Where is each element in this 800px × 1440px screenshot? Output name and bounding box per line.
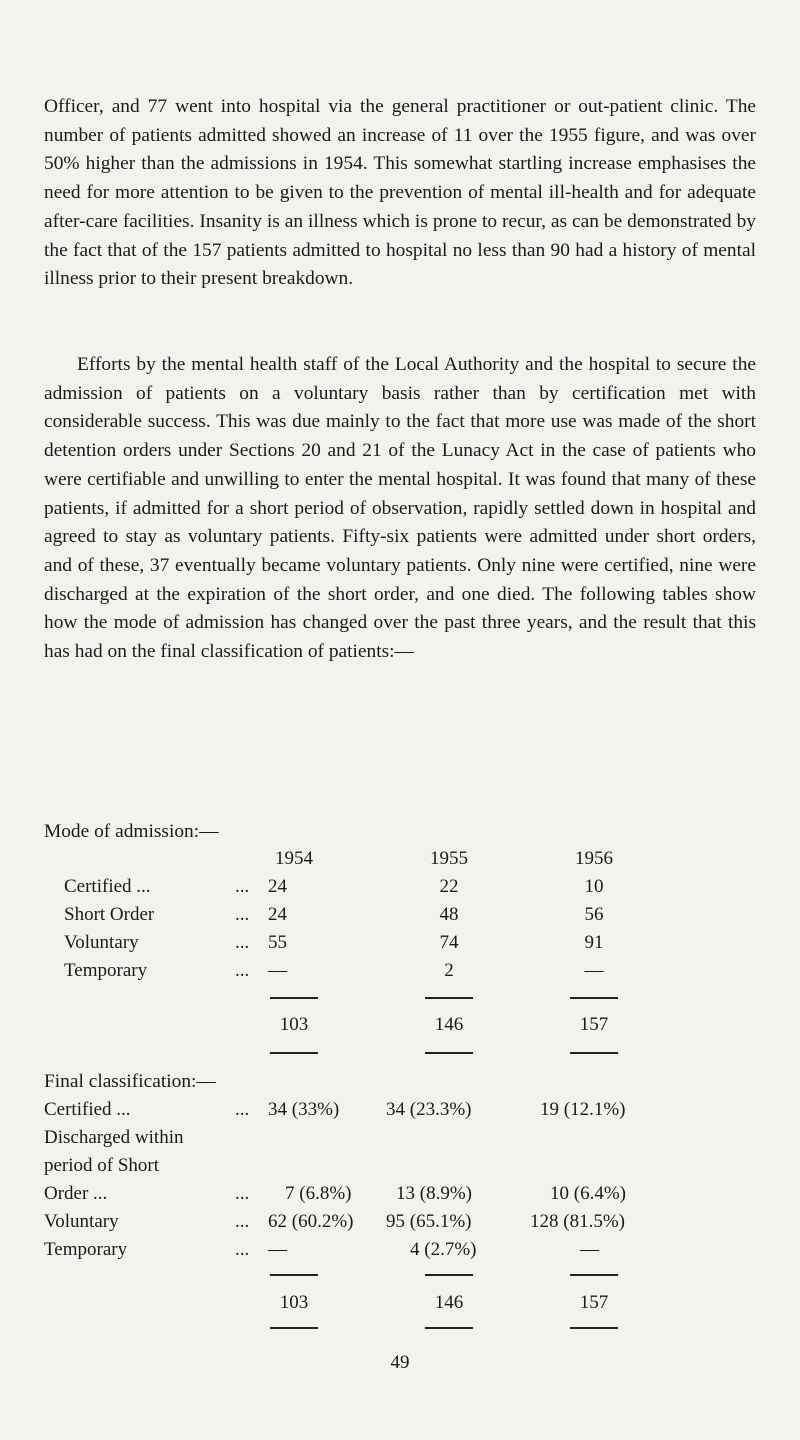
table-cell: 22: [439, 876, 459, 897]
total-cell: 146: [434, 1014, 464, 1035]
table-cell: —: [580, 1239, 599, 1260]
table-row: [0, 958, 800, 984]
total-rule: [270, 1274, 318, 1276]
row-leader: ...: [235, 1183, 250, 1204]
row-label: Certified ...: [64, 876, 151, 897]
table-cell: 56: [584, 904, 604, 925]
table-cell: 24: [268, 876, 287, 897]
total-rule: [570, 1274, 618, 1276]
table-cell: —: [584, 960, 604, 981]
table-row: [0, 1181, 800, 1207]
totals-row: [0, 1290, 800, 1316]
page-number: 49: [390, 1352, 410, 1373]
row-label: Discharged within: [44, 1127, 184, 1148]
total-rule: [270, 1052, 318, 1054]
mode-table-header-row: [0, 846, 800, 872]
row-label: period of Short: [44, 1155, 160, 1176]
table-cell: 7 (6.8%): [285, 1183, 352, 1204]
table-cell: 48: [439, 904, 459, 925]
table-cell: 34 (23.3%): [386, 1099, 472, 1120]
table-row: [0, 874, 800, 900]
table-row: [0, 1125, 800, 1151]
row-leader: ...: [235, 960, 250, 981]
year-header: 1954: [275, 848, 313, 869]
total-cell: 103: [279, 1014, 309, 1035]
table-row: [0, 1209, 800, 1235]
table-cell: 24: [268, 904, 287, 925]
final-table-heading: Final classification:—: [44, 1071, 216, 1092]
table-cell: —: [268, 960, 287, 981]
row-leader: ...: [235, 1239, 250, 1260]
table-cell: 10: [584, 876, 604, 897]
totals-row: [0, 1012, 800, 1038]
paragraph-1: Officer, and 77 went into hospital via the general practitioner or out-patient clinic. The number of patients admitted showed an increase of 11 over the 1955 figure, and was over 50% higher than the admissions in 1954. This somewhat startling increase emphasises the need for more attention to be given to the prevention of mental ill-health and for adequate after-care facilities. Insanity is an illness which is prone to recur, as can be demonstrated by the fact that of the 157 patients admitted to hospital no less than 90 had a history of mental illness prior to their present breakdown.: [44, 96, 756, 290]
total-rule: [570, 997, 618, 999]
total-cell: 103: [279, 1292, 309, 1313]
table-cell: 13 (8.9%): [396, 1183, 472, 1204]
table-cell: 91: [584, 932, 604, 953]
table-row: [0, 1097, 800, 1123]
table-cell: 4 (2.7%): [410, 1239, 477, 1260]
table-cell: 34 (33%): [268, 1099, 340, 1120]
row-label: Voluntary: [64, 932, 139, 953]
row-leader: ...: [235, 1099, 250, 1120]
total-rule: [570, 1327, 618, 1329]
total-cell: 146: [434, 1292, 464, 1313]
row-leader: ...: [235, 1211, 250, 1232]
row-leader: ...: [235, 932, 250, 953]
table-row: [0, 1153, 800, 1179]
row-label: Certified ...: [44, 1099, 131, 1120]
total-rule: [270, 1327, 318, 1329]
total-rule: [270, 997, 318, 999]
table-cell: 55: [268, 932, 287, 953]
table-row: [0, 930, 800, 956]
total-cell: 157: [579, 1292, 609, 1313]
table-cell: 2: [444, 960, 454, 981]
table-row: [0, 1237, 800, 1263]
row-leader: ...: [235, 876, 250, 897]
row-leader: ...: [235, 904, 250, 925]
total-rule: [425, 1052, 473, 1054]
total-rule: [570, 1052, 618, 1054]
row-label: Voluntary: [44, 1211, 119, 1232]
row-label: Order ...: [44, 1183, 108, 1204]
row-label: Short Order: [64, 904, 155, 925]
total-rule: [425, 997, 473, 999]
table-row: [0, 902, 800, 928]
table-cell: 128 (81.5%): [530, 1211, 625, 1232]
table-cell: 62 (60.2%): [268, 1211, 354, 1232]
table-cell: 95 (65.1%): [386, 1211, 472, 1232]
table-cell: —: [268, 1239, 287, 1260]
total-rule: [425, 1327, 473, 1329]
year-header: 1955: [430, 848, 468, 869]
total-cell: 157: [579, 1014, 609, 1035]
row-label: Temporary: [44, 1239, 128, 1260]
table-cell: 19 (12.1%): [540, 1099, 626, 1120]
table-cell: 10 (6.4%): [550, 1183, 626, 1204]
total-rule: [425, 1274, 473, 1276]
year-header: 1956: [575, 848, 613, 869]
table-cell: 74: [439, 932, 459, 953]
mode-table-heading: Mode of admission:—: [44, 821, 219, 842]
row-label: Temporary: [64, 960, 148, 981]
paragraph-2: Efforts by the mental health staff of the Local Authority and the hospital to secure the admission of patients on a voluntary basis rather than by certification met with considerable success. This was due mainly to the fact that more use was made of the short detention orders under Sections 20 and 21 of the Lunacy Act in the case of patients who were certifiable and unwilling to enter the mental hospital. It was found that many of these patients, if admitted for a short period of observation, rapidly settled down in hospital and agreed to stay as voluntary patients. Fifty-six patients were admitted under short orders, and of these, 37 eventually became voluntary patients. Only nine were certified, nine were discharged at the expiration of the short order, and one died. The following tables show how the mode of admission has changed over the past three years, and the result that this has had on the final classification of patients:—: [44, 354, 756, 663]
